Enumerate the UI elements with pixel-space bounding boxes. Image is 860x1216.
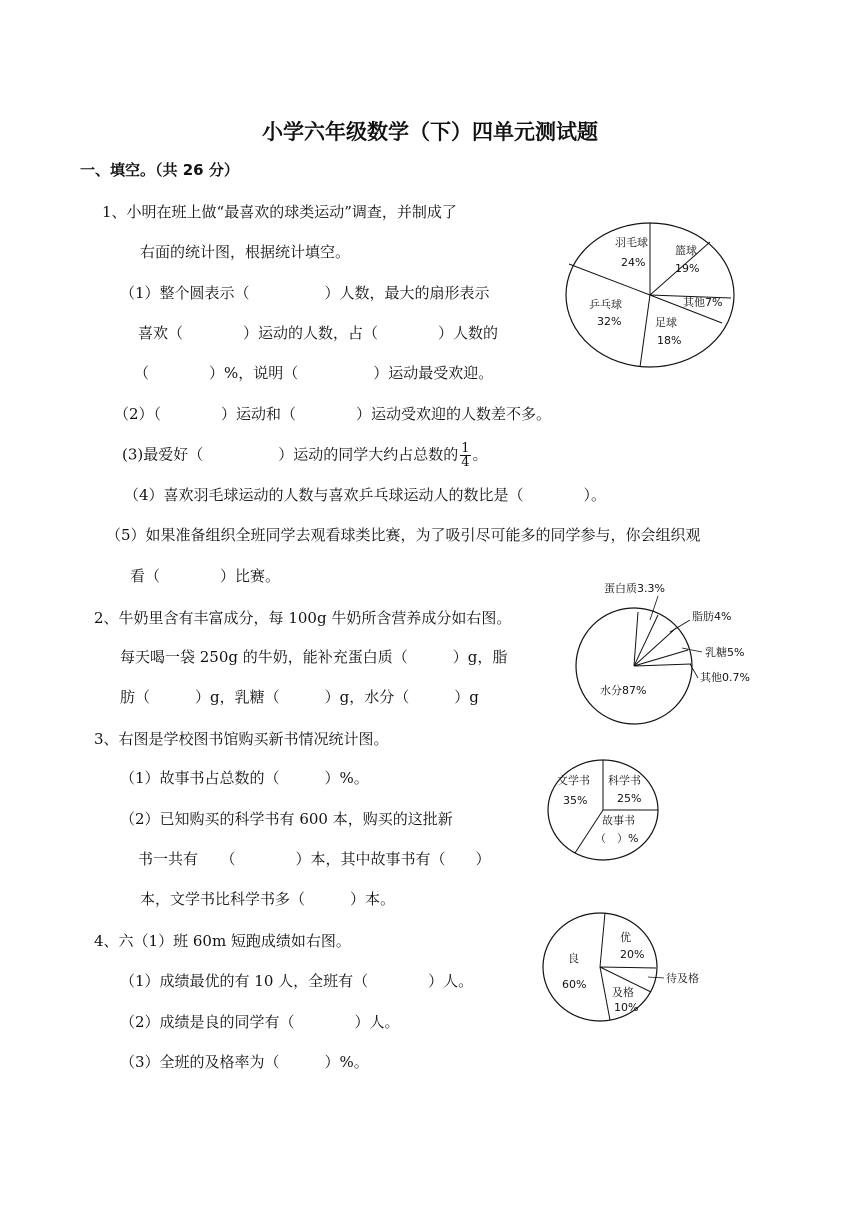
q1-line-1: 1、小明在班上做“最喜欢的球类运动”调查，并制成了 (102, 203, 457, 221)
pie-divider (600, 967, 610, 1020)
pie-divider (640, 295, 650, 367)
q2-line-2: 每天喝一袋 250g 的牛奶，能补充蛋白质（ ）g，脂 (120, 648, 508, 666)
pie-label-good: 良 (568, 952, 579, 965)
q1-line-7 (122, 442, 488, 469)
pie-value-football: 18% (657, 334, 682, 347)
fraction-denominator: 4 (461, 455, 470, 470)
pie-value-badminton: 24% (621, 256, 646, 269)
milk-nutrition-pie-chart (572, 582, 772, 732)
running-grades-pie-chart (540, 912, 720, 1042)
q2-line-3: 肪（ ）g，乳糖（ ）g，水分（ ）g (120, 688, 479, 706)
pie-value-pingpong: 32% (597, 315, 622, 328)
q1-line-9: （5）如果准备组织全班同学去观看球类比赛，为了吸引尽可能多的同学参与，你会组织观 (106, 526, 701, 544)
q1-line-7-text: (3)最爱好（ ）运动的同学大约占总数的 (122, 445, 459, 464)
q1-line-7-end: 。 (472, 445, 488, 464)
pie-label-excellent: 优 (620, 931, 631, 944)
q1-line-3: （1）整个圆表示（ ）人数，最大的扇形表示 (120, 284, 490, 302)
pie-label-basketball: 篮球 (675, 244, 697, 257)
q3-line-5: 本，文学书比科学书多（ ）本。 (140, 890, 396, 908)
pie-value-science: 25% (617, 792, 642, 805)
pie-label-badminton: 羽毛球 (615, 236, 648, 249)
q4-line-4: （3）全班的及格率为（ ）%。 (120, 1053, 369, 1071)
q1-line-8: （4）喜欢羽毛球运动的人数与喜欢乒乓球运动人的数比是（ ）。 (124, 486, 607, 504)
pie-label-pass: 及格 (612, 986, 634, 999)
q1-line-6: （2）（ ）运动和（ ）运动受欢迎的人数差不多。 (114, 405, 552, 423)
pie-value-story: （ ）% (595, 832, 639, 845)
pie-label-football: 足球 (655, 316, 677, 329)
page-title: 小学六年级数学（下）四单元测试题 (262, 120, 598, 144)
q3-line-4: 书一共有 （ ）本，其中故事书有（ ） (138, 850, 491, 868)
pie-label-protein: 蛋白质3.3% (604, 582, 665, 595)
pie-label-story: 故事书 (602, 814, 635, 827)
pie-label-other: 其他0.7% (700, 671, 750, 684)
q1-line-10: 看（ ）比赛。 (130, 567, 281, 585)
fraction (460, 442, 470, 469)
ball-sports-pie-chart (555, 220, 735, 380)
q4-line-3: （2）成绩是良的同学有（ ）人。 (120, 1013, 400, 1031)
q1-line-4: 喜欢（ ）运动的人数，占（ ）人数的 (138, 324, 499, 342)
pie-label-fat: 脂肪4% (692, 610, 732, 623)
q3-line-2: （1）故事书占总数的（ ）%。 (120, 769, 369, 787)
pie-value-literature: 35% (563, 794, 588, 807)
q4-line-2: （1）成绩最优的有 10 人，全班有（ ）人。 (120, 972, 474, 990)
pie-label-lactose: 乳糖5% (705, 646, 745, 659)
pie-divider (600, 913, 605, 967)
books-pie-chart (545, 758, 670, 868)
q4-line-1: 4、六（1）班 60m 短跑成绩如右图。 (94, 932, 351, 950)
q3-line-1: 3、右图是学校图书馆购买新书情况统计图。 (94, 730, 389, 748)
pie-value-pass: 10% (614, 1001, 639, 1014)
pie-value-good: 60% (562, 978, 587, 991)
q3-line-3: （2）已知购买的科学书有 600 本，购买的这批新 (120, 810, 453, 828)
pie-divider (600, 967, 656, 968)
pie-value-basketball: 19% (675, 262, 700, 275)
section-heading: 一、填空。（共 26 分） (80, 161, 239, 179)
leader-line (648, 977, 664, 978)
pie-label-science: 科学书 (608, 774, 641, 787)
pie-label-water: 水分87% (600, 684, 647, 697)
pie-label-other: 其他7% (683, 296, 723, 309)
q1-line-5: （ ）%，说明（ ）运动最受欢迎。 (134, 364, 494, 382)
pie-label-pingpong: 乒乓球 (589, 298, 622, 311)
pie-value-excellent: 20% (620, 948, 645, 961)
pie-label-literature: 文学书 (557, 774, 590, 787)
q2-line-1: 2、牛奶里含有丰富成分，每 100g 牛奶所含营养成分如右图。 (94, 609, 512, 627)
pie-label-fail: 待及格 (666, 972, 699, 985)
pie-divider (634, 628, 676, 666)
fraction-numerator: 1 (461, 441, 470, 456)
pie-divider (634, 664, 691, 666)
q1-line-2: 右面的统计图，根据统计填空。 (140, 243, 351, 261)
